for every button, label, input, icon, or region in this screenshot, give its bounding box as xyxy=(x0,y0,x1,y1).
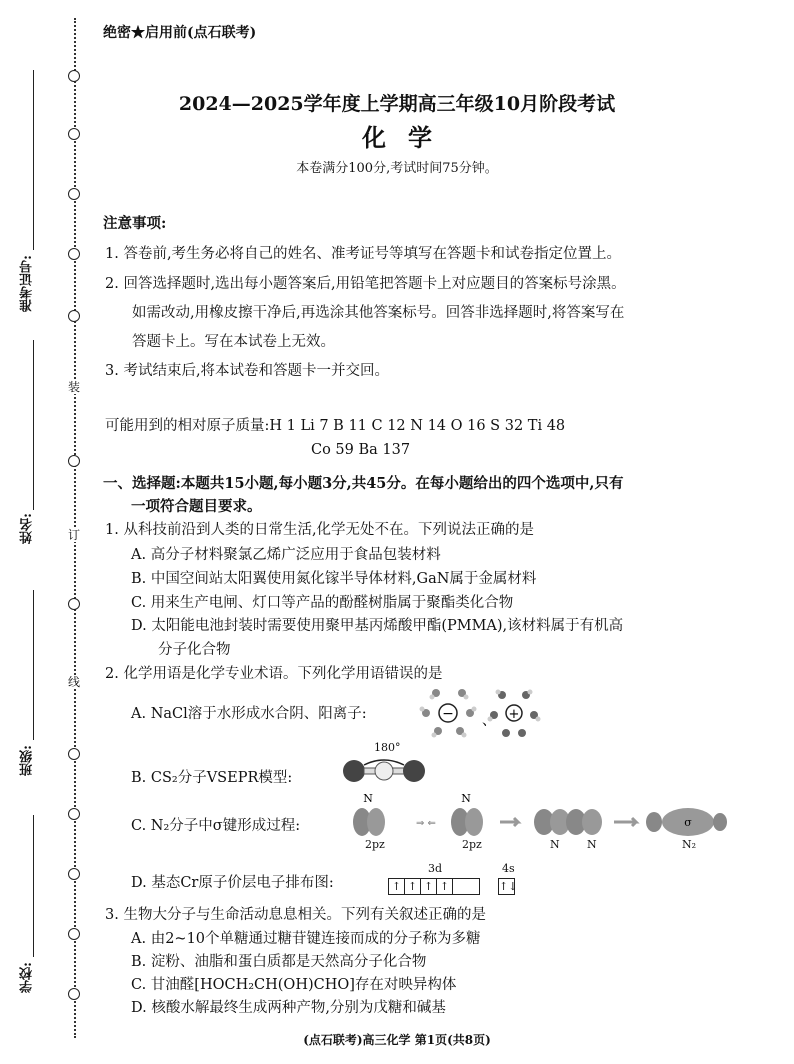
q2-option-c: C. N₂分子中σ键形成过程: xyxy=(131,818,301,834)
full-mark-note: 本卷满分100分,考试时间75分钟。 xyxy=(296,161,498,176)
orbital-boxes-3d xyxy=(388,876,479,895)
subshell-label-3d: 3d xyxy=(428,862,443,875)
q3-option-a: A. 由2~10个单糖通过糖苷键连接而成的分子称为多糖 xyxy=(131,931,481,947)
q1-option-d: D. 太阳能电池封装时需要使用聚甲基丙烯酸甲酯(PMMA),该材料属于有机高 xyxy=(131,618,624,634)
section-heading: 一、选择题:本题共15小题,每小题3分,共45分。在每小题给出的四个选项中,只有 xyxy=(103,475,624,492)
hydrated-ions-icon xyxy=(418,683,552,743)
svg-text:、: 、 xyxy=(482,713,496,729)
question-2-stem: 2. 化学用语是化学专业术语。下列化学用语错误的是 xyxy=(105,666,443,682)
note-item: 1. 答卷前,考生务必将自己的姓名、准考证号等填写在答题卡和试卷指定位置上。 xyxy=(105,246,622,262)
question-3-stem: 3. 生物大分子与生命活动息息相关。下列有关叙述正确的是 xyxy=(105,907,486,923)
q3-option-d: D. 核酸水解最终生成两种产物,分别为戊糖和碱基 xyxy=(131,1000,446,1016)
svg-text:+: + xyxy=(508,707,520,722)
atomic-mass-line: Co 59 Ba 137 xyxy=(311,442,411,458)
q1-option-c: C. 用来生产电闸、灯口等产品的酚醛树脂属于聚酯类化合物 xyxy=(131,595,514,611)
binding-char-ding: 订 xyxy=(68,528,81,542)
q2-option-b: B. CS₂分子VSEPR模型: xyxy=(131,770,293,786)
orbital-box: ↑ xyxy=(436,878,453,895)
binding-hole xyxy=(68,455,80,467)
orbital-box: ↑ xyxy=(404,878,421,895)
note-item: 3. 考试结束后,将本试卷和答题卡一并交回。 xyxy=(105,363,390,379)
exam-number-label: 准考证号: xyxy=(20,255,35,312)
binding-hole xyxy=(68,868,80,880)
name-label: 姓名: xyxy=(20,513,35,544)
note-item: 答题卡上。写在本试卷上无效。 xyxy=(132,334,335,350)
exam-title: 2024—2025学年度上学期高三年级10月阶段考试 xyxy=(178,93,616,115)
binding-hole xyxy=(68,188,80,200)
name-line xyxy=(33,340,34,510)
class-label: 班级: xyxy=(20,745,35,776)
binding-hole xyxy=(68,248,80,260)
q3-option-b: B. 淀粉、油脂和蛋白质都是天然高分子化合物 xyxy=(131,954,427,970)
q2-option-d: D. 基态Cr原子价层电子排布图: xyxy=(131,875,334,891)
binding-hole xyxy=(68,748,80,760)
orbital-label-2pz: 2pz xyxy=(365,838,385,851)
atomic-mass-line: 可能用到的相对原子质量:H 1 Li 7 B 11 C 12 N 14 O 16 S 32 Ti 48 xyxy=(105,418,566,434)
q1-option-a: A. 高分子材料聚氯乙烯广泛应用于食品包装材料 xyxy=(131,547,441,563)
svg-text:N: N xyxy=(461,792,471,805)
svg-text:⇒ ⇐: ⇒ ⇐ xyxy=(416,818,436,829)
binding-char-zhuang: 装 xyxy=(68,380,81,394)
binding-hole xyxy=(68,598,80,610)
section-heading: 一项符合题目要求。 xyxy=(131,498,262,515)
binding-hole xyxy=(68,988,80,1000)
orbital-box xyxy=(452,878,480,895)
svg-text:σ: σ xyxy=(684,816,692,829)
school-label: 学校: xyxy=(20,962,35,993)
notes-heading: 注意事项: xyxy=(103,215,167,232)
atom-label-n: N xyxy=(550,838,560,851)
q3-option-c: C. 甘油醛[HOCH₂CH(OH)CHO]存在对映异构体 xyxy=(131,977,457,993)
molecule-label-n2: N₂ xyxy=(682,838,697,851)
svg-text:N: N xyxy=(363,792,373,805)
note-item: 2. 回答选择题时,选出每小题答案后,用铅笔把答题卡上对应题目的答案标号涂黑。 xyxy=(105,276,626,292)
svg-text:−: − xyxy=(442,706,454,722)
bond-angle-label: 180° xyxy=(374,741,401,754)
binding-hole xyxy=(68,928,80,940)
class-line xyxy=(33,590,34,740)
school-line xyxy=(33,815,34,957)
question-1-stem: 1. 从科技前沿到人类的日常生活,化学无处不在。下列说法正确的是 xyxy=(105,522,535,538)
binding-hole xyxy=(68,808,80,820)
sigma-bond-formation-icon xyxy=(348,790,728,852)
q1-option-b: B. 中国空间站太阳翼使用氮化镓半导体材料,GaN属于金属材料 xyxy=(131,571,537,587)
subshell-label-4s: 4s xyxy=(502,862,515,875)
binding-char-xian: 线 xyxy=(68,675,81,689)
page-footer: (点石联考)高三化学 第1页(共8页) xyxy=(303,1033,491,1047)
atom-label-n: N xyxy=(587,838,597,851)
confidential-mark: 绝密★启用前(点石联考) xyxy=(103,25,257,41)
binding-hole xyxy=(68,70,80,82)
note-item: 如需改动,用橡皮擦干净后,再选涂其他答案标号。回答非选择题时,将答案写在 xyxy=(132,305,625,321)
q2-option-a: A. NaCl溶于水形成水合阴、阳离子: xyxy=(131,706,367,722)
binding-hole xyxy=(68,310,80,322)
orbital-label-2pz: 2pz xyxy=(462,838,482,851)
orbital-box: ↑ xyxy=(420,878,437,895)
orbital-box: ↑ xyxy=(388,878,405,895)
subject-title: 化学 xyxy=(362,123,454,152)
cs2-vsepr-model-icon xyxy=(342,755,426,787)
orbital-boxes-4s xyxy=(498,876,518,895)
q1-option-d-cont: 分子化合物 xyxy=(158,642,231,658)
orbital-box: ↑↓ xyxy=(499,880,518,893)
